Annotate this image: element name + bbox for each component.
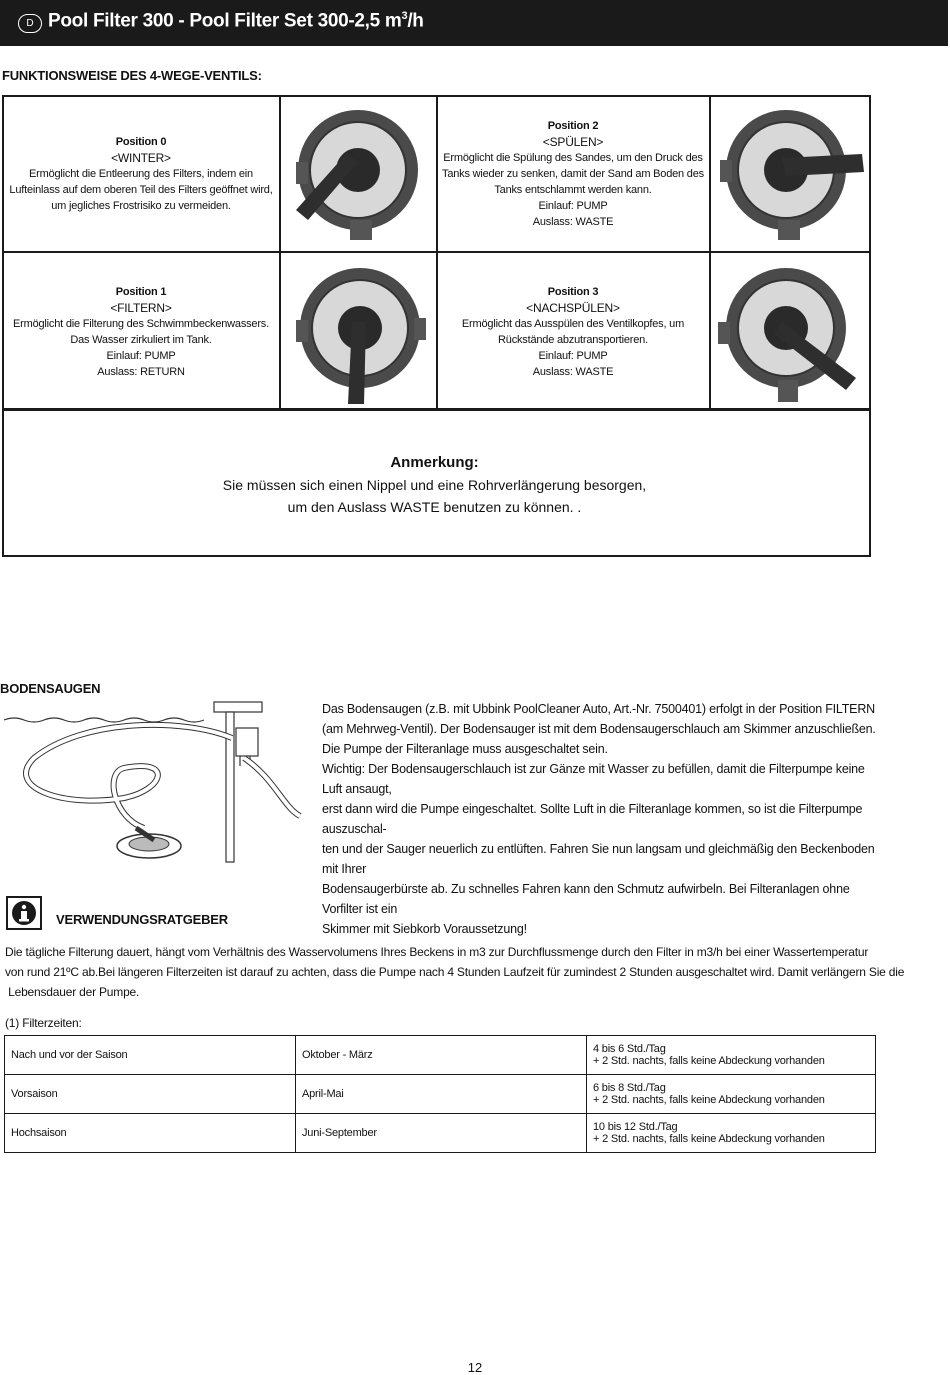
paragraph-line: Das Bodensaugen (z.B. mit Ubbink PoolCleaner Auto, Art.-Nr. 7500401) erfolgt in der Position FILTERN	[322, 702, 875, 716]
ratgeber-heading: VERWENDUNGSRATGEBER	[56, 912, 228, 927]
valve-position-3-text	[438, 284, 708, 380]
position-desc-line: um jegliches Frostrisiko zu vermeiden.	[51, 200, 231, 212]
position-code: <WINTER>	[111, 151, 171, 165]
valve-position-0-text	[4, 134, 278, 214]
paragraph-line: von rund 21ºC ab.Bei längeren Filterzeiten ist darauf zu achten, dass die Pumpe nach 4 Stunden Laufzeit für zumindest 2 Stunden ausgeschaltet wird. Damit verlängern Sie die	[5, 965, 905, 979]
valve-position-1-text	[4, 284, 278, 380]
paragraph-line: erst dann wird die Pumpe eingeschaltet. Sollte Luft in die Filteranlage kommen, so ist die Filterpumpe auszuschal-	[322, 802, 863, 836]
ratgeber-text	[5, 942, 905, 1002]
position-desc-line: Ermöglicht die Spülung des Sandes, um den Druck des	[443, 152, 703, 164]
header-bar	[0, 0, 948, 46]
paragraph-line: ten und der Sauger neuerlich zu entlüften. Fahren Sie nun langsam und gleichmäßig den Beckenboden mit Ihrer	[322, 842, 875, 876]
position-code: <NACHSPÜLEN>	[526, 301, 620, 315]
position-desc-line: Einlauf: PUMP	[106, 350, 176, 362]
position-desc-line: Auslass: RETURN	[97, 366, 185, 378]
months-cell: Juni-September	[296, 1114, 587, 1153]
valve-position-2-image	[716, 102, 868, 242]
position-title: Position 2	[547, 120, 599, 132]
grid-divider	[279, 95, 281, 410]
season-cell: Nach und vor der Saison	[5, 1036, 296, 1075]
pool-cleaner-illustration	[4, 698, 304, 868]
page-number: 12	[467, 1360, 483, 1375]
position-desc-line: Einlauf: PUMP	[538, 200, 608, 212]
valve-position-3-image	[712, 260, 864, 406]
page-title: Pool Filter 300 - Pool Filter Set 300-2,5 $m^3/h$	[48, 10, 424, 32]
table-row	[5, 1114, 876, 1153]
time-cell: 4 bis 6 Std./Tag + 2 Std. nachts, falls keine Abdeckung vorhanden	[587, 1036, 876, 1075]
season-cell: Vorsaison	[5, 1075, 296, 1114]
position-desc-line: Ermöglicht das Ausspülen des Ventilkopfes, um	[461, 318, 685, 330]
paragraph-line: Wichtig: Der Bodensaugerschlauch ist zur Gänze mit Wasser zu befüllen, damit die Filterpumpe keine Luft ansaugt,	[322, 762, 865, 796]
valve-section-heading: FUNKTIONSWEISE DES 4-WEGE-VENTILS:	[2, 68, 262, 83]
position-title: Position 1	[115, 286, 167, 298]
season-cell: Hochsaison	[5, 1114, 296, 1153]
position-desc-line: Ermöglicht die Filterung des Schwimmbeckenwassers.	[13, 318, 269, 330]
grid-divider	[709, 95, 711, 410]
valve-position-0-image	[288, 102, 432, 242]
position-desc-line: Ermöglicht die Entleerung des Filters, indem ein	[29, 168, 253, 180]
paragraph-line: Lebensdauer der Pumpe.	[5, 985, 140, 999]
table-row	[5, 1075, 876, 1114]
months-cell: Oktober - März	[296, 1036, 587, 1075]
position-desc-line: Das Wasser zirkuliert im Tank.	[70, 334, 212, 346]
position-desc-line: Tanks wieder zu senken, damit der Sand am Boden des	[442, 168, 704, 180]
position-code: <SPÜLEN>	[542, 135, 604, 149]
paragraph-line: Die Pumpe der Filteranlage muss ausgeschaltet sein.	[322, 742, 608, 756]
time-cell: 10 bis 12 Std./Tag + 2 Std. nachts, falls keine Abdeckung vorhanden	[587, 1114, 876, 1153]
filter-times-table	[4, 1035, 876, 1153]
months-cell: April-Mai	[296, 1075, 587, 1114]
valve-position-2-text	[438, 118, 708, 230]
position-title: Position 3	[547, 286, 599, 298]
language-badge: D	[18, 14, 42, 33]
position-title: Position 0	[115, 136, 167, 148]
position-desc-line: Einlauf: PUMP	[538, 350, 608, 362]
info-icon	[6, 896, 42, 930]
position-desc-line: Tanks entschlammt werden kann.	[494, 184, 652, 196]
note-line: Sie müssen sich einen Nippel und eine Rohrverlängerung besorgen,	[222, 477, 647, 493]
note-title: Anmerkung:	[390, 454, 479, 471]
note-line: um den Auslass WASTE benutzen zu können. .	[287, 499, 582, 515]
bodensaugen-text	[322, 699, 882, 939]
position-desc-line: Auslass: WASTE	[532, 216, 614, 228]
valve-position-1-image	[290, 260, 434, 406]
position-code: <FILTERN>	[110, 301, 172, 315]
position-desc-line: Rückstände abzutransportieren.	[498, 334, 648, 346]
bodensaugen-heading: BODENSAUGEN	[0, 681, 101, 696]
position-desc-line: Lufteinlass auf dem oberen Teil des Filters geöffnet wird,	[9, 184, 273, 196]
paragraph-line: Bodensaugerbürste ab. Zu schnelles Fahren kann den Schmutz aufwirbeln. Bei Filteranlagen ohne Vorfilter ist ein	[322, 882, 850, 916]
paragraph-line: Die tägliche Filterung dauert, hängt vom Verhältnis des Wasservolumens Ihres Beckens in m3 zur Durchflussmenge durch den Filter in m3/h bei einer Wassertemperatur	[5, 945, 869, 959]
paragraph-line: (am Mehrweg-Ventil). Der Bodensauger ist mit dem Bodensaugerschlauch am Skimmer anzuschließen.	[322, 722, 876, 736]
time-cell: 6 bis 8 Std./Tag + 2 Std. nachts, falls keine Abdeckung vorhanden	[587, 1075, 876, 1114]
position-desc-line: Auslass: WASTE	[532, 366, 614, 378]
table-row	[5, 1036, 876, 1075]
note-text	[0, 474, 869, 518]
paragraph-line: Skimmer mit Siebkorb Voraussetzung!	[322, 922, 527, 936]
filter-times-label: (1) Filterzeiten:	[5, 1016, 82, 1030]
